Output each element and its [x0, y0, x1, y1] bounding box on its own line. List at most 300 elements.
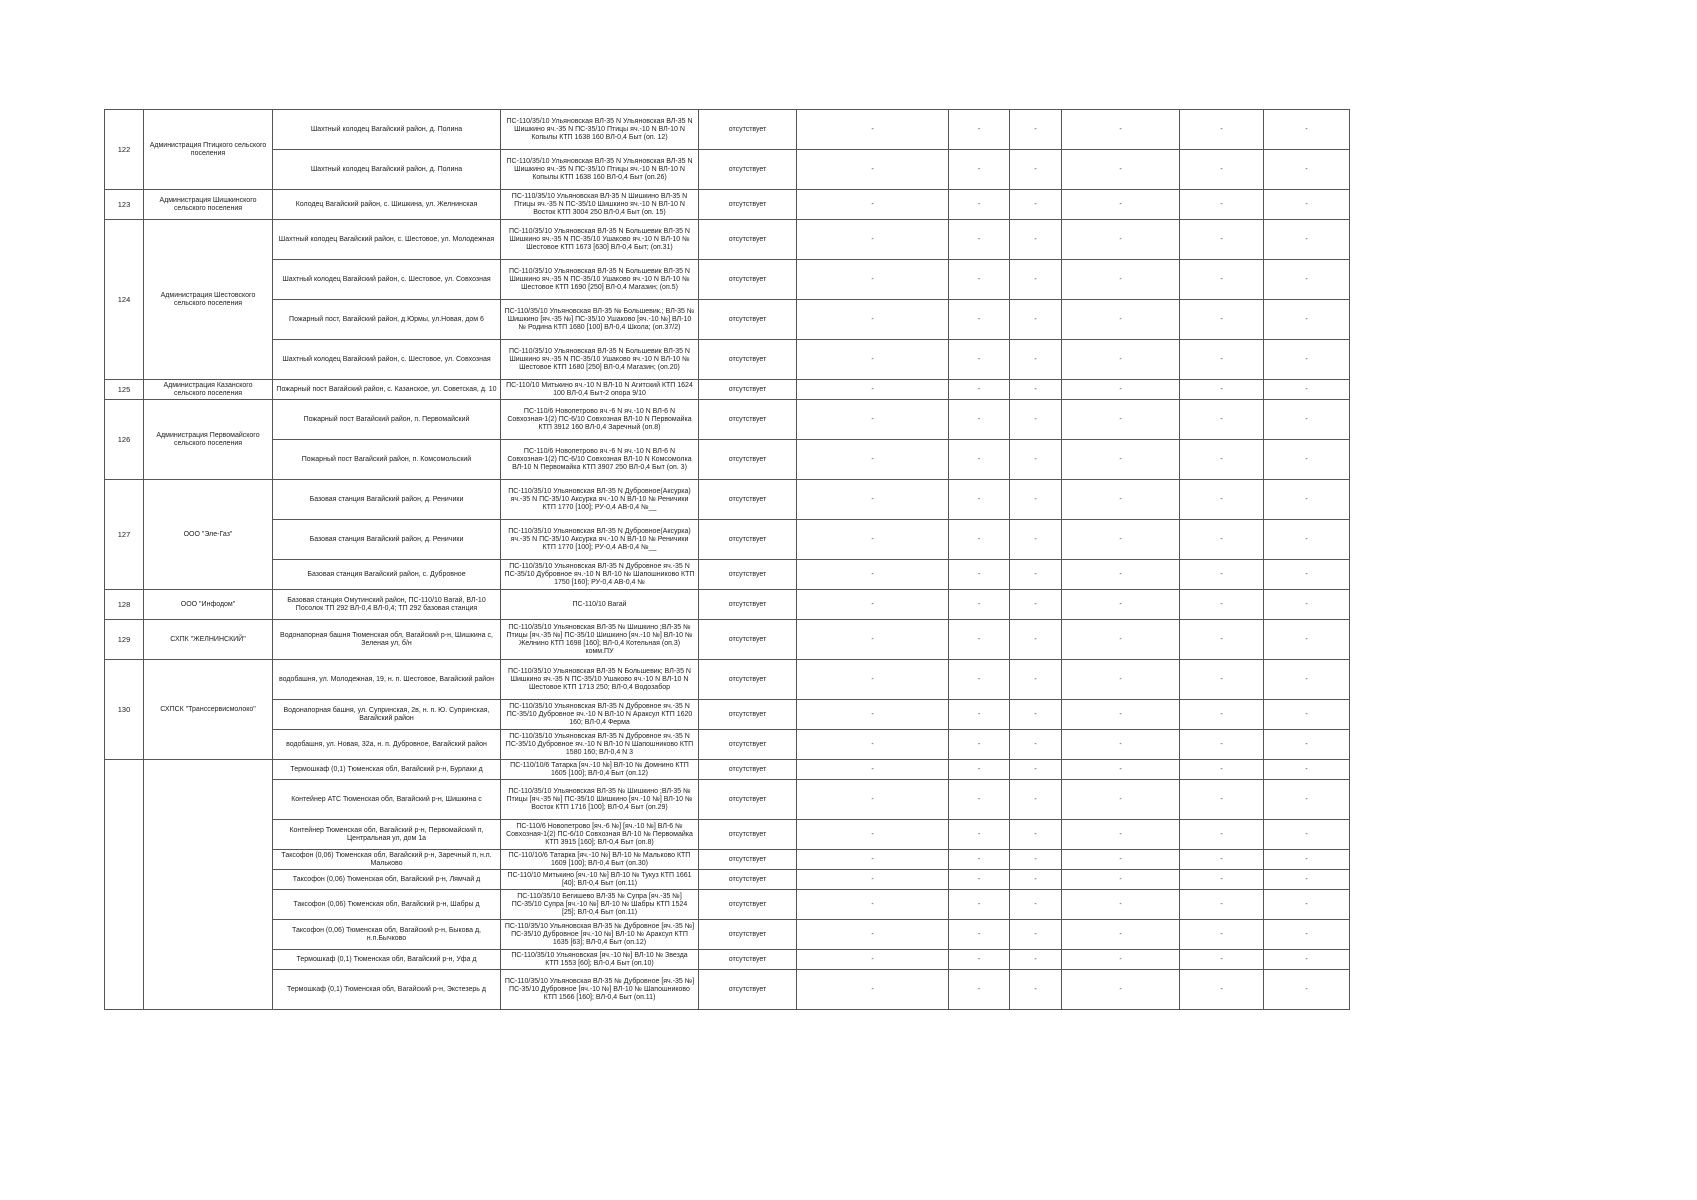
status-cell: отсутствует [699, 380, 797, 400]
dash-cell: - [949, 260, 1010, 300]
dash-cell: - [797, 190, 949, 220]
dash-cell: - [1180, 300, 1264, 340]
row-number [105, 820, 144, 850]
dash-cell: - [1010, 590, 1062, 620]
dash-cell: - [1062, 870, 1180, 890]
power-supply-source: ПС-110/35/10 Бегишево ВЛ-35 № Супра [яч.-35 №] ПС-35/10 Супра [яч.-10 №] ВЛ-10 № Шабры КТП 1524 [25]; ВЛ-0,4 Быт (оп.11) [501, 890, 699, 920]
object-address: водобашня, ул. Молодежная, 19, н. п. Шестовое, Вагайский район [273, 660, 501, 700]
dash-cell: - [1010, 660, 1062, 700]
organization [144, 890, 273, 920]
dash-cell: - [1010, 920, 1062, 950]
table-row [105, 480, 1350, 520]
power-supply-source: ПС-110/35/10 Ульяновская ВЛ-35 № Дубровное [яч.-35 №] ПС-35/10 Дубровное [яч.-10 №] ВЛ-10 № Шапошниково КТП 1566 [160]; ВЛ-0,4 Быт (оп.11) [501, 970, 699, 1010]
dash-cell: - [797, 700, 949, 730]
status-cell: отсутствует [699, 700, 797, 730]
row-number [105, 850, 144, 870]
dash-cell: - [1264, 400, 1350, 440]
power-supply-source: ПС-110/35/10 Ульяновская ВЛ-35 № Большевик.; ВЛ-35 № Шишкино [яч.-35 №] ПС-35/10 Ушаково [яч.-10 №] ВЛ-10 № Родина КТП 1680 [100] ВЛ-0,4 Школа; (оп.37/2) [501, 300, 699, 340]
table-row [105, 870, 1350, 890]
dash-cell: - [797, 620, 949, 660]
dash-cell: - [1010, 340, 1062, 380]
dash-cell: - [1180, 110, 1264, 150]
dash-cell: - [1062, 970, 1180, 1010]
row-number: 129 [105, 620, 144, 660]
dash-cell: - [1010, 760, 1062, 780]
dash-cell: - [797, 970, 949, 1010]
dash-cell: - [797, 380, 949, 400]
dash-cell: - [797, 220, 949, 260]
status-cell: отсутствует [699, 780, 797, 820]
dash-cell: - [949, 380, 1010, 400]
dash-cell: - [1180, 920, 1264, 950]
dash-cell: - [1180, 440, 1264, 480]
dash-cell: - [1062, 590, 1180, 620]
dash-cell: - [1062, 400, 1180, 440]
status-cell: отсутствует [699, 760, 797, 780]
table-row [105, 590, 1350, 620]
table-row [105, 730, 1350, 760]
dash-cell: - [1010, 260, 1062, 300]
dash-cell: - [1264, 190, 1350, 220]
object-address: Таксофон (0,06) Тюменская обл, Вагайский р-н, Заречный п, н.п. Мальково [273, 850, 501, 870]
row-number: 130 [105, 660, 144, 760]
dash-cell: - [949, 220, 1010, 260]
row-number [105, 890, 144, 920]
status-cell: отсутствует [699, 870, 797, 890]
organization: Администрация Казанского сельского поселения [144, 380, 273, 400]
dash-cell: - [797, 590, 949, 620]
dash-cell: - [1264, 620, 1350, 660]
dash-cell: - [1264, 660, 1350, 700]
dash-cell: - [1062, 760, 1180, 780]
status-cell: отсутствует [699, 660, 797, 700]
object-address: Базовая станция Вагайский район, д. Реничики [273, 520, 501, 560]
row-number [105, 780, 144, 820]
table-row [105, 400, 1350, 440]
organization: ООО "Эле-Газ" [144, 480, 273, 590]
power-supply-source: ПС-110/35/10 Ульяновская ВЛ-35 N Дубровное яч.-35 N ПС-35/10 Дубровное яч.-10 N ВЛ-10 N Шапошниково КТП 1580 160; ВЛ-0,4 N 3 [501, 730, 699, 760]
object-address: Колодец Вагайский район, с. Шишкина, ул. Желнинская [273, 190, 501, 220]
power-supply-source: ПС-110/6 Новопетрово [яч.-6 №] [яч.-10 №] ВЛ-6 № Совхозная-1(2) ПС-6/10 Совхозная ВЛ-10 № Первомайка КТП 3915 [160]; ВЛ-0,4 Быт (оп.8) [501, 820, 699, 850]
status-cell: отсутствует [699, 400, 797, 440]
object-address: Контейнер Тюменская обл, Вагайский р-н, Первомайский п, Центральная ул, дом 1а [273, 820, 501, 850]
row-number: 125 [105, 380, 144, 400]
status-cell: отсутствует [699, 850, 797, 870]
dash-cell: - [1062, 820, 1180, 850]
dash-cell: - [1180, 520, 1264, 560]
dash-cell: - [1062, 440, 1180, 480]
dash-cell: - [797, 870, 949, 890]
row-number: 122 [105, 110, 144, 190]
power-supply-source: ПС-110/10/6 Татарка [яч.-10 №] ВЛ-10 № Мальково КТП 1609 [100]; ВЛ-0,4 Быт (оп.30) [501, 850, 699, 870]
object-address: Водонапорная башня, ул. Супринская, 2в, н. п. Ю. Супринская, Вагайский район [273, 700, 501, 730]
dash-cell: - [1010, 380, 1062, 400]
table-row [105, 260, 1350, 300]
table-row [105, 380, 1350, 400]
dash-cell: - [1010, 890, 1062, 920]
object-address: Пожарный пост, Вагайский район, д.Юрмы, ул.Новая, дом 6 [273, 300, 501, 340]
dash-cell: - [1062, 560, 1180, 590]
status-cell: отсутствует [699, 260, 797, 300]
row-number: 124 [105, 220, 144, 380]
organization [144, 780, 273, 820]
dash-cell: - [949, 870, 1010, 890]
dash-cell: - [1062, 920, 1180, 950]
power-supply-source: ПС-110/35/10 Ульяновская ВЛ-35 N Большевик ВЛ-35 N Шишкино яч.-35 N ПС-35/10 Ушаково яч.-10 N ВЛ-10 № Шестовое КТП 1673 [630] ВЛ-0,4 Быт; (оп.31) [501, 220, 699, 260]
table-row [105, 760, 1350, 780]
table-row [105, 560, 1350, 590]
dash-cell: - [1010, 730, 1062, 760]
dash-cell: - [1264, 870, 1350, 890]
object-address: Шахтный колодец Вагайский район, с. Шестовое, ул. Совхозная [273, 340, 501, 380]
dash-cell: - [1062, 150, 1180, 190]
table-row [105, 190, 1350, 220]
status-cell: отсутствует [699, 890, 797, 920]
dash-cell: - [1264, 440, 1350, 480]
object-address: Базовая станция Омутинский район, ПС-110/10 Вагай, ВЛ-10 Посолок ТП 292 ВЛ-0,4 ВЛ-0,4; ТП 292 базовая станция [273, 590, 501, 620]
dash-cell: - [1010, 300, 1062, 340]
power-supply-source: ПС-110/6 Новопетрово яч.-6 N яч.-10 N ВЛ-6 N Совхозная-1(2) ПС-6/10 Совхозная ВЛ-10 N Первомайка КТП 3912 160 ВЛ-0,4 Заречный (оп.8) [501, 400, 699, 440]
dash-cell: - [1062, 260, 1180, 300]
dash-cell: - [1180, 220, 1264, 260]
dash-cell: - [949, 620, 1010, 660]
table-row [105, 820, 1350, 850]
power-supply-source: ПС-110/35/10 Ульяновская ВЛ-35 № Шишкино ;ВЛ-35 № Птицы [яч.-35 №] ПС-35/10 Шишкино [яч.-10 №] ВЛ-10 № Желнино КТП 1698 [160]; ВЛ-0,4 Котельная (оп.3) комм.ПУ [501, 620, 699, 660]
dash-cell: - [1180, 760, 1264, 780]
dash-cell: - [1062, 660, 1180, 700]
dash-cell: - [1010, 560, 1062, 590]
status-cell: отсутствует [699, 920, 797, 950]
table-row [105, 780, 1350, 820]
dash-cell: - [949, 440, 1010, 480]
table-row [105, 440, 1350, 480]
dash-cell: - [797, 890, 949, 920]
power-supply-source: ПС-110/35/10 Ульяновская ВЛ-35 N Большевик ВЛ-35 N Шишкино яч.-35 N ПС-35/10 Ушаково яч.-10 N ВЛ-10 № Шестовое КТП 1690 [250] ВЛ-0,4 Магазин; (оп.5) [501, 260, 699, 300]
table-row [105, 220, 1350, 260]
dash-cell: - [1180, 260, 1264, 300]
dash-cell: - [797, 850, 949, 870]
dash-cell: - [1180, 730, 1264, 760]
status-cell: отсутствует [699, 820, 797, 850]
object-address: Базовая станция Вагайский район, с. Дубровное [273, 560, 501, 590]
dash-cell: - [1062, 850, 1180, 870]
organization: СХПСК "Транссервисмолоко" [144, 660, 273, 760]
power-supply-source: ПС-110/35/10 Ульяновская ВЛ-35 N Шишкино ВЛ-35 N Птицы яч.-35 N ПС-35/10 Шишкино яч.-10 N ВЛ-10 N Восток КТП 3004 250 ВЛ-0,4 Быт (оп. 15) [501, 190, 699, 220]
power-supply-source: ПС-110/35/10 Ульяновская ВЛ-35 N Большевик ВЛ-35 N Шишкино яч.-35 N ПС-35/10 Ушаково яч.-10 N ВЛ-10 № Шестовое КТП 1680 [250] ВЛ-0,4 Магазин; (оп.20) [501, 340, 699, 380]
organization [144, 970, 273, 1010]
dash-cell: - [797, 110, 949, 150]
dash-cell: - [1264, 700, 1350, 730]
dash-cell: - [949, 820, 1010, 850]
dash-cell: - [1062, 110, 1180, 150]
object-address: Пожарный пост Вагайский район, п. Первомайский [273, 400, 501, 440]
dash-cell: - [1180, 400, 1264, 440]
status-cell: отсутствует [699, 970, 797, 1010]
dash-cell: - [1264, 110, 1350, 150]
power-supply-source: ПС-110/10 Митькино яч.-10 N ВЛ-10 N Агитский КТП 1624 100 ВЛ-0,4 Быт-2 опора 9/10 [501, 380, 699, 400]
dash-cell: - [1180, 700, 1264, 730]
table-row [105, 340, 1350, 380]
dash-cell: - [1264, 760, 1350, 780]
dash-cell: - [1062, 780, 1180, 820]
dash-cell: - [1264, 590, 1350, 620]
status-cell: отсутствует [699, 220, 797, 260]
object-address: Таксофон (0,06) Тюменская обл, Вагайский р-н, Быкова д, н.п.Бычково [273, 920, 501, 950]
dash-cell: - [1264, 150, 1350, 190]
dash-cell: - [949, 760, 1010, 780]
object-address: Термошкаф (0,1) Тюменская обл, Вагайский р-н, Бурлаки д [273, 760, 501, 780]
dash-cell: - [1180, 970, 1264, 1010]
power-supply-source: ПС-110/35/10 Ульяновская ВЛ-35 № Шишкино ;ВЛ-35 № Птицы [яч.-35 №] ПС-35/10 Шишкино [яч.-10 №] ВЛ-10 № Восток КТП 1716 [100]; ВЛ-0,4 Быт (оп.29) [501, 780, 699, 820]
dash-cell: - [1180, 150, 1264, 190]
status-cell: отсутствует [699, 560, 797, 590]
object-address: Шахтный колодец Вагайский район, с. Шестовое, ул. Совхозная [273, 260, 501, 300]
dash-cell: - [797, 920, 949, 950]
object-address: Термошкаф (0,1) Тюменская обл, Вагайский р-н, Экстезерь д [273, 970, 501, 1010]
dash-cell: - [1010, 820, 1062, 850]
dash-cell: - [1180, 590, 1264, 620]
status-cell: отсутствует [699, 150, 797, 190]
object-address: Водонапорная башня Тюменская обл, Вагайский р-н, Шишкина с, Зеленая ул, б/н [273, 620, 501, 660]
status-cell: отсутствует [699, 440, 797, 480]
table-row [105, 150, 1350, 190]
status-cell: отсутствует [699, 190, 797, 220]
dash-cell: - [949, 780, 1010, 820]
dash-cell: - [1264, 380, 1350, 400]
object-address: водобашня, ул. Новая, 32а, н. п. Дубровное, Вагайский район [273, 730, 501, 760]
dash-cell: - [1264, 850, 1350, 870]
dash-cell: - [797, 660, 949, 700]
dash-cell: - [797, 400, 949, 440]
dash-cell: - [1264, 480, 1350, 520]
object-address: Шахтный колодец Вагайский район, д. Полина [273, 150, 501, 190]
dash-cell: - [949, 340, 1010, 380]
status-cell: отсутствует [699, 730, 797, 760]
table-row [105, 700, 1350, 730]
dash-cell: - [949, 890, 1010, 920]
power-supply-source: ПС-110/35/10 Ульяновская ВЛ-35 N Дубровное(Аксурка) яч.-35 N ПС-35/10 Аксурка яч.-10 N ВЛ-10 № Реничики КТП 1770 [100]; РУ-0,4 АВ-0,4 №__ [501, 520, 699, 560]
dash-cell: - [1180, 190, 1264, 220]
dash-cell: - [949, 920, 1010, 950]
dash-cell: - [1062, 300, 1180, 340]
dash-cell: - [1010, 950, 1062, 970]
dash-cell: - [797, 150, 949, 190]
dash-cell: - [1062, 190, 1180, 220]
dash-cell: - [797, 780, 949, 820]
power-supply-source: ПС-110/10/6 Татарка [яч.-10 №] ВЛ-10 № Домнино КТП 1605 [100]; ВЛ-0,4 Быт (оп.12) [501, 760, 699, 780]
object-address: Базовая станция Вагайский район, д. Реничики [273, 480, 501, 520]
power-supply-source: ПС-110/6 Новопетрово яч.-6 N яч.-10 N ВЛ-6 N Совхозная-1(2) ПС-6/10 Совхозная ВЛ-10 N Комсомолка ВЛ-10 N Первомайка КТП 3907 250 ВЛ-0,4 Быт (оп. 3) [501, 440, 699, 480]
dash-cell: - [1062, 520, 1180, 560]
dash-cell: - [949, 660, 1010, 700]
dash-cell: - [1264, 300, 1350, 340]
object-address: Таксофон (0,06) Тюменская обл, Вагайский р-н, Лямчай д [273, 870, 501, 890]
organization [144, 870, 273, 890]
status-cell: отсутствует [699, 590, 797, 620]
dash-cell: - [1062, 620, 1180, 660]
dash-cell: - [949, 400, 1010, 440]
dash-cell: - [797, 730, 949, 760]
dash-cell: - [1264, 520, 1350, 560]
dash-cell: - [1062, 730, 1180, 760]
status-cell: отсутствует [699, 110, 797, 150]
dash-cell: - [1180, 870, 1264, 890]
table-row [105, 890, 1350, 920]
status-cell: отсутствует [699, 950, 797, 970]
organization [144, 820, 273, 850]
power-supply-source: ПС-110/35/10 Ульяновская ВЛ-35 N Ульяновская ВЛ-35 N Шишкино яч.-35 N ПС-35/10 Птицы яч.-10 N ВЛ-10 N Копылы КТП 1638 160 ВЛ-0,4 Быт (оп. 12) [501, 110, 699, 150]
dash-cell: - [1062, 340, 1180, 380]
organization [144, 850, 273, 870]
dash-cell: - [797, 300, 949, 340]
dash-cell: - [1010, 220, 1062, 260]
dash-cell: - [1180, 380, 1264, 400]
dash-cell: - [797, 260, 949, 300]
dash-cell: - [1010, 700, 1062, 730]
power-supply-source: ПС-110/10 Вагай [501, 590, 699, 620]
dash-cell: - [1010, 150, 1062, 190]
dash-cell: - [949, 700, 1010, 730]
power-supply-source: ПС-110/35/10 Ульяновская ВЛ-35 N Дубровное яч.-35 N ПС-35/10 Дубровное яч.-10 N ВЛ-10 N Араксул КТП 1620 160; ВЛ-0,4 Ферма [501, 700, 699, 730]
power-supply-source: ПС-110/35/10 Ульяновская ВЛ-35 N Большевик; ВЛ-35 N Шишкино яч.-35 N ПС-35/10 Ушаково яч.-10 N ВЛ-10 N Шестовое КТП 1713 250; ВЛ-0,4 Водозабор [501, 660, 699, 700]
organization: СХПК "ЖЕЛНИНСКИЙ" [144, 620, 273, 660]
dash-cell: - [949, 150, 1010, 190]
dash-cell: - [1264, 970, 1350, 1010]
organization [144, 950, 273, 970]
dash-cell: - [1010, 620, 1062, 660]
dash-cell: - [949, 850, 1010, 870]
power-supply-source: ПС-110/35/10 Ульяновская ВЛ-35 N Дубровное(Аксурка) яч.-35 N ПС-35/10 Аксурка яч.-10 N ВЛ-10 № Реничики КТП 1770 [100]; РУ-0,4 АВ-0,4 №__ [501, 480, 699, 520]
dash-cell: - [1062, 700, 1180, 730]
dash-cell: - [949, 950, 1010, 970]
dash-cell: - [949, 480, 1010, 520]
object-address: Пожарный пост Вагайский район, п. Комсомольский [273, 440, 501, 480]
row-number [105, 970, 144, 1010]
dash-cell: - [1062, 480, 1180, 520]
status-cell: отсутствует [699, 620, 797, 660]
dash-cell: - [1010, 870, 1062, 890]
power-supply-source: ПС-110/35/10 Ульяновская ВЛ-35 N Дубровное яч.-35 N ПС-35/10 Дубровное яч.-10 N ВЛ-10 № Шапошниково КТП 1750 [160]; РУ-0,4 АВ-0,4 № [501, 560, 699, 590]
status-cell: отсутствует [699, 480, 797, 520]
object-address: Таксофон (0,06) Тюменская обл, Вагайский р-н, Шабры д [273, 890, 501, 920]
table-row [105, 920, 1350, 950]
dash-cell: - [949, 590, 1010, 620]
dash-cell: - [797, 950, 949, 970]
table-row [105, 950, 1350, 970]
dash-cell: - [1180, 480, 1264, 520]
row-number [105, 950, 144, 970]
dash-cell: - [1010, 480, 1062, 520]
dash-cell: - [1010, 440, 1062, 480]
table-row [105, 520, 1350, 560]
dash-cell: - [1010, 400, 1062, 440]
object-address: Шахтный колодец Вагайский район, с. Шестовое, ул. Молодежная [273, 220, 501, 260]
organization: ООО "Инфодом" [144, 590, 273, 620]
dash-cell: - [949, 110, 1010, 150]
table-row [105, 850, 1350, 870]
dash-cell: - [1264, 950, 1350, 970]
dash-cell: - [1010, 850, 1062, 870]
organization [144, 920, 273, 950]
power-supply-source: ПС-110/35/10 Ульяновская [яч.-10 №] ВЛ-10 № Звезда КТП 1553 [60]; ВЛ-0,4 Быт (оп.10) [501, 950, 699, 970]
dash-cell: - [1062, 950, 1180, 970]
dash-cell: - [1180, 950, 1264, 970]
dash-cell: - [797, 560, 949, 590]
organization: Администрация Первомайского сельского поселения [144, 400, 273, 480]
dash-cell: - [797, 520, 949, 560]
dash-cell: - [1264, 820, 1350, 850]
dash-cell: - [1062, 220, 1180, 260]
table-row [105, 300, 1350, 340]
row-number: 126 [105, 400, 144, 480]
dash-cell: - [1180, 620, 1264, 660]
table-row [105, 970, 1350, 1010]
status-cell: отсутствует [699, 520, 797, 560]
dash-cell: - [1180, 340, 1264, 380]
dash-cell: - [1180, 850, 1264, 870]
dash-cell: - [1010, 780, 1062, 820]
dash-cell: - [1062, 380, 1180, 400]
dash-cell: - [797, 340, 949, 380]
power-supply-source: ПС-110/35/10 Ульяновская ВЛ-35 № Дубровное [яч.-35 №] ПС-35/10 Дубровное [яч.-10 №] ВЛ-10 № Араксул КТП 1635 [63]; ВЛ-0,4 Быт (оп.12) [501, 920, 699, 950]
dash-cell: - [1264, 780, 1350, 820]
data-table [104, 109, 1350, 1010]
row-number: 127 [105, 480, 144, 590]
dash-cell: - [1264, 560, 1350, 590]
dash-cell: - [1180, 820, 1264, 850]
dash-cell: - [949, 970, 1010, 1010]
table-row [105, 620, 1350, 660]
dash-cell: - [1180, 890, 1264, 920]
object-address: Пожарный пост Вагайский район, с. Казанское, ул. Советская, д. 10 [273, 380, 501, 400]
dash-cell: - [1264, 260, 1350, 300]
power-supply-source: ПС-110/10 Митькино [яч.-10 №] ВЛ-10 № Тукуз КТП 1661 [40]; ВЛ-0,4 Быт (оп.11) [501, 870, 699, 890]
table-body [105, 110, 1350, 1010]
dash-cell: - [1264, 340, 1350, 380]
row-number [105, 920, 144, 950]
organization: Администрация Шестовского сельского поселения [144, 220, 273, 380]
organization: Администрация Шишкинского сельского поселения [144, 190, 273, 220]
dash-cell: - [1062, 890, 1180, 920]
status-cell: отсутствует [699, 300, 797, 340]
status-cell: отсутствует [699, 340, 797, 380]
dash-cell: - [1264, 920, 1350, 950]
row-number [105, 870, 144, 890]
table-row [105, 110, 1350, 150]
dash-cell: - [1180, 560, 1264, 590]
organization [144, 760, 273, 780]
dash-cell: - [797, 480, 949, 520]
dash-cell: - [1180, 780, 1264, 820]
row-number: 123 [105, 190, 144, 220]
power-supply-source: ПС-110/35/10 Ульяновская ВЛ-35 N Ульяновская ВЛ-35 N Шишкино яч.-35 N ПС-35/10 Птицы яч.-10 N ВЛ-10 N Копылы КТП 1638 160 ВЛ-0,4 Быт (оп.26) [501, 150, 699, 190]
table-row [105, 660, 1350, 700]
object-address: Термошкаф (0,1) Тюменская обл, Вагайский р-н, Уфа д [273, 950, 501, 970]
row-number: 128 [105, 590, 144, 620]
object-address: Контейнер АТС Тюменская обл, Вагайский р-н, Шишкина с [273, 780, 501, 820]
dash-cell: - [1010, 110, 1062, 150]
dash-cell: - [797, 440, 949, 480]
dash-cell: - [1264, 730, 1350, 760]
dash-cell: - [797, 820, 949, 850]
dash-cell: - [949, 300, 1010, 340]
dash-cell: - [1010, 190, 1062, 220]
dash-cell: - [1010, 520, 1062, 560]
object-address: Шахтный колодец Вагайский район, д. Полина [273, 110, 501, 150]
dash-cell: - [949, 560, 1010, 590]
organization: Администрация Птицкого сельского поселения [144, 110, 273, 190]
dash-cell: - [1264, 220, 1350, 260]
